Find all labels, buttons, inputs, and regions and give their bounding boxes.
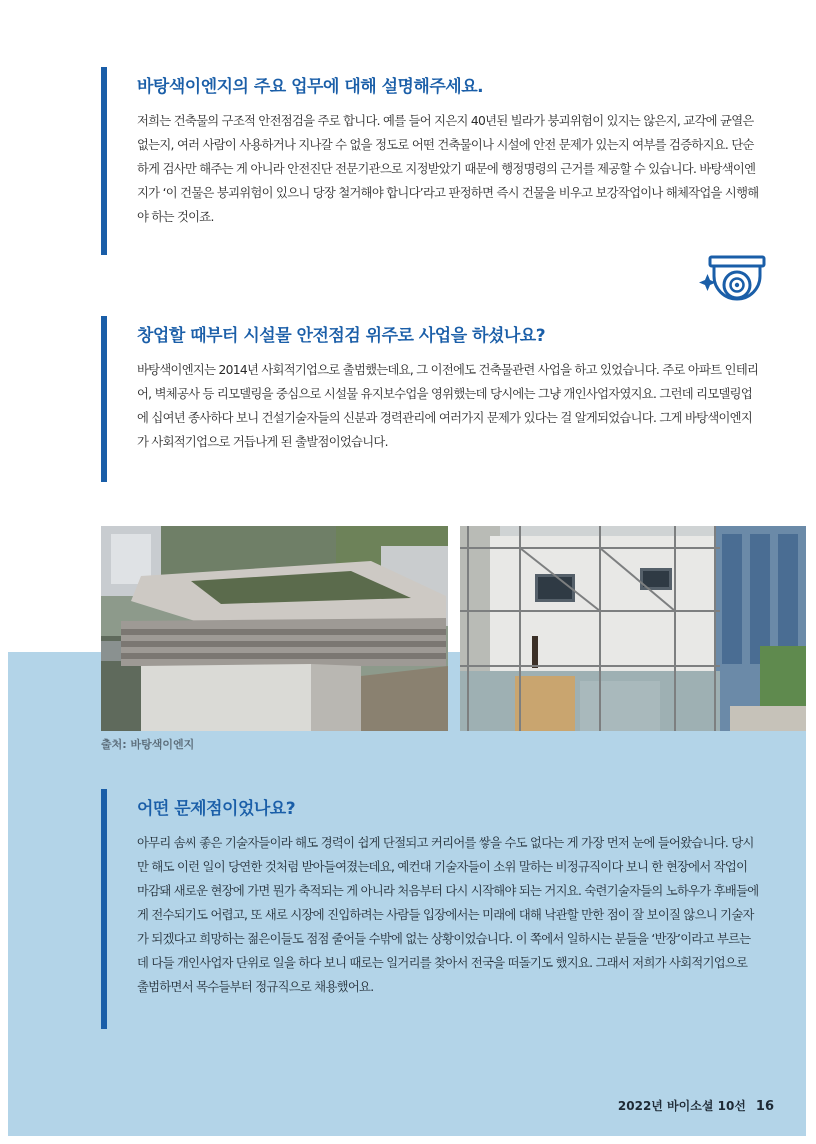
section-body: 저희는 건축물의 구조적 안전점검을 주로 합니다. 예를 들어 지은지 40년된 빌라가 붕괴위험이 있지는 않은지, 교각에 균열은 없는지, 여러 사람이 사용하거나 지나갈 수 없을 정도로 어떤 건축물이나 시설에 안전 문제가 있는지 여부를 검증하지요. 단순하게 검사만 해주는 게 아니라 안전진단 전문기관으로 지정받았기 때문에 행정명령의 근거를 제공할 수 있습니다. 바탕색이엔지가 ‘이 건물은 붕괴위험이 있으니 당장 철거해야 합니다’라고 판정하면 즉시 건물을 비우고 보강작업이나 해체작업을 시행해야 하는 것이죠. <box>137 114 759 224</box>
rooftop-building-photo <box>101 526 448 731</box>
section-heading: 창업할 때부터 시설물 안전점검 위주로 사업을 하셨나요? <box>137 326 546 346</box>
photo-caption: 출처: 바탕색이엔지 <box>101 738 195 751</box>
qa-section-problem <box>101 789 761 1029</box>
scaffold-building-photo <box>460 526 806 731</box>
qa-section-founding <box>101 316 761 482</box>
cctv-camera-icon <box>696 254 774 310</box>
page-number: 16 <box>755 1099 774 1114</box>
publication-title: 2022년 바이소셜 10선 <box>617 1099 746 1113</box>
section-body: 바탕색이엔지는 2014년 사회적기업으로 출범했는데요, 그 이전에도 건축물관련 사업을 하고 있었습니다. 주로 아파트 인테리어, 벽체공사 등 리모델링을 중심으로 시설물 유지보수업을 영위했는데 당시에는 그냥 개인사업자였지요. 그런데 리모델링업에 십여년 종사하다 보니 건설기술자들의 신분과 경력관리에 여러가지 문제가 있다는 걸 알게되었습니다. 그게 바탕색이엔지가 사회적기업으로 거듭나게 된 출발점이었습니다. <box>137 363 759 449</box>
page-footer <box>618 1097 774 1114</box>
qa-section-main-business <box>101 67 761 255</box>
section-heading: 바탕색이엔지의 주요 업무에 대해 설명해주세요. <box>137 77 484 97</box>
section-heading: 어떤 문제점이었나요? <box>137 799 296 819</box>
section-body: 아무리 솜씨 좋은 기술자들이라 해도 경력이 쉽게 단절되고 커리어를 쌓을 수도 없다는 게 가장 먼저 눈에 들어왔습니다. 당시만 해도 이런 일이 당연한 것처럼 받아들여졌는데요, 예컨대 기술자들이 소위 말하는 비정규직이다 보니 한 현장에서 작업이 마감돼 새로운 현장에 가면 뭔가 축적되는 게 아니라 처음부터 다시 시작해야 되는 거지요. 숙련기술자들의 노하우가 후배들에게 전수되기도 어렵고, 또 새로 시장에 진입하려는 사람들 입장에서는 미래에 대해 낙관할 만한 점이 잘 보이질 않으니 기술자가 되겠다고 희망하는 젊은이들도 점점 줄어들 수밖에 없는 상황이었습니다. 이 쪽에서 일하시는 분들을 ‘반장’이라고 부르는데 다들 개인사업자 단위로 일을 하다 보니 때로는 일거리를 찾아서 전국을 떠돌기도 했지요. 그래서 저희가 사회적기업으로 출범하면서 목수들부터 정규직으로 채용했어요. <box>137 836 759 994</box>
